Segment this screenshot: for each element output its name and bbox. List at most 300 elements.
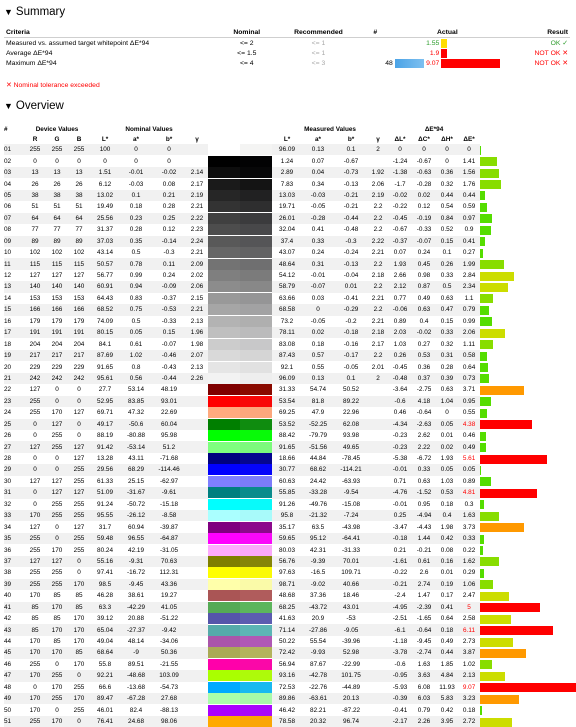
cell-b: 85 xyxy=(68,602,90,613)
delta-e-bar-cell xyxy=(480,201,576,212)
cell-dH: 3.95 xyxy=(436,716,458,727)
measured-swatch xyxy=(240,190,272,201)
cell-ma: 95.12 xyxy=(302,533,334,544)
nominal-swatch-color xyxy=(208,362,240,373)
cell-dE: 1.1 xyxy=(464,294,474,302)
cell-a: -42.29 xyxy=(120,602,152,613)
cell-g: 170 xyxy=(51,546,63,554)
cell-g: 64 xyxy=(46,213,68,224)
cell-mb: -0.24 xyxy=(343,249,359,257)
nominal-swatch xyxy=(208,579,240,590)
measured-swatch-color xyxy=(240,647,272,658)
measured-swatch xyxy=(240,556,272,567)
cell-dL: 0.26 xyxy=(388,350,412,361)
cell-g: 255 xyxy=(46,579,68,590)
cell-a: 89.51 xyxy=(128,660,145,668)
measured-swatch-color xyxy=(240,213,272,224)
cell-b: 13 xyxy=(68,167,90,178)
measured-swatch xyxy=(240,579,272,590)
nominal-swatch xyxy=(208,693,240,704)
cell-L: 49.04 xyxy=(97,638,114,646)
measured-swatch xyxy=(240,602,272,613)
cell-dH: 0.05 xyxy=(436,464,458,475)
actual-bar-fill xyxy=(441,59,500,68)
cell-g: 0 xyxy=(55,523,59,531)
cell-gam xyxy=(186,155,208,166)
cell-gam xyxy=(186,453,208,464)
cell-b: 85 xyxy=(68,647,90,658)
delta-e-bar-cell xyxy=(480,682,576,693)
delta-e-bar-cell xyxy=(480,510,576,521)
cell-bb: 48.19 xyxy=(161,386,178,394)
table-row xyxy=(4,316,576,327)
delta-e-bar-cell xyxy=(480,567,576,578)
cell-dC: -1.65 xyxy=(416,615,432,623)
cell-dC: -1.52 xyxy=(412,487,436,498)
nominal-swatch-color xyxy=(208,259,240,270)
result-value: NOT OK ✕ xyxy=(534,60,568,67)
cell-dL: 0.71 xyxy=(393,477,407,485)
cell-ma: 68.62 xyxy=(302,464,334,475)
cell-mL: 96.09 xyxy=(272,373,302,384)
recommended-value: <= 1 xyxy=(311,39,326,47)
cell-gam: 2.24 xyxy=(186,236,208,247)
delta-e-bar xyxy=(480,683,576,692)
measured-swatch-color xyxy=(240,270,272,281)
cell-mL: 55.85 xyxy=(272,487,302,498)
cell-dH: 0.32 xyxy=(440,180,454,188)
cell-g: 89 xyxy=(46,236,68,247)
cell-b: 166 xyxy=(68,304,90,315)
cell-L: 19.49 xyxy=(97,203,114,211)
cell-gam: 2.09 xyxy=(186,258,208,269)
nominal-swatch-color xyxy=(208,304,240,315)
actual-header: Actual xyxy=(436,28,458,36)
cell-a: 25.15 xyxy=(128,477,145,485)
cell-g: 191 xyxy=(46,327,68,338)
cell-dE: 9.07 xyxy=(462,683,476,691)
table-row xyxy=(4,636,576,647)
delta-e-bar-cell xyxy=(480,361,576,372)
summary-header[interactable] xyxy=(4,6,65,18)
nominal-swatch-color xyxy=(208,510,240,521)
cell-gam xyxy=(186,579,208,590)
cell-b: 179 xyxy=(73,317,85,325)
delta-e-bar xyxy=(480,237,485,246)
cell-a: 96.55 xyxy=(120,533,152,544)
cell-ma: -9.02 xyxy=(302,579,334,590)
nominal-swatch-color xyxy=(208,407,240,418)
measured-swatch-color xyxy=(240,247,272,258)
cell-dC: -9.45 xyxy=(416,638,432,646)
cell-mL: 2.89 xyxy=(272,167,302,178)
cell-dE: 4.38 xyxy=(458,419,480,430)
cell-gam xyxy=(186,384,208,395)
delta-e-bar-cell xyxy=(480,190,576,201)
cell-L: 31.7 xyxy=(98,523,112,531)
cell-L: 91.42 xyxy=(90,441,120,452)
measured-swatch-color xyxy=(240,281,272,292)
cell-a: 38.61 xyxy=(128,592,145,600)
nominal-swatch xyxy=(208,258,240,269)
measured-swatch-color xyxy=(240,533,272,544)
cell-a: 0.5 xyxy=(131,249,141,257)
measured-swatch xyxy=(240,544,272,555)
collapse-triangle-icon[interactable]: ▼ xyxy=(4,101,13,111)
cell-n: 04 xyxy=(4,180,12,188)
table-row xyxy=(4,521,576,532)
cell-dH: 11.93 xyxy=(439,683,455,691)
cell-n: 36 xyxy=(4,546,12,554)
measured-swatch xyxy=(240,521,272,532)
cell-a: 0.99 xyxy=(129,272,143,280)
cell-mg: 2.21 xyxy=(371,249,385,257)
cell-dH: 0.44 xyxy=(436,647,458,658)
cell-dC: 6.08 xyxy=(417,683,431,691)
cell-dH: 0.54 xyxy=(440,203,454,211)
table-row xyxy=(4,224,576,235)
cell-g: 242 xyxy=(46,373,68,384)
cell-mg: 2.19 xyxy=(368,190,388,201)
cell-n: 22 xyxy=(4,386,12,394)
measured-swatch xyxy=(240,441,272,452)
cell-a: 0.5 xyxy=(131,317,141,325)
cell-dH: 0.84 xyxy=(436,213,458,224)
cell-dL: 0 xyxy=(388,144,412,155)
measured-swatch-color xyxy=(240,304,272,315)
cell-mL: 97.63 xyxy=(279,569,296,577)
cell-dL: 0.07 xyxy=(393,249,407,257)
cell-a: 20.88 xyxy=(128,615,145,623)
cell-r: 170 xyxy=(29,592,41,600)
cell-g: 170 xyxy=(51,683,63,691)
cell-r: 127 xyxy=(29,272,41,280)
cell-dL: -6.1 xyxy=(388,624,412,635)
cell-dE: 2.72 xyxy=(458,716,480,727)
cell-dC: 0.63 xyxy=(412,304,436,315)
cell-L: 80.15 xyxy=(90,327,120,338)
cell-mg: 2.2 xyxy=(368,350,388,361)
cell-b: 229 xyxy=(73,363,85,371)
cell-dC: -0.33 xyxy=(416,226,432,234)
nominal-swatch xyxy=(208,464,240,475)
cell-mL: 1.24 xyxy=(280,157,294,165)
nominal-swatch xyxy=(208,624,240,635)
measured-swatch xyxy=(240,533,272,544)
cell-dE: 2.47 xyxy=(462,592,476,600)
cell-mg xyxy=(368,453,388,464)
cell-dL: 0.89 xyxy=(393,317,407,325)
cell-L: 49.17 xyxy=(90,419,120,430)
bar-col-header xyxy=(480,134,576,144)
delta-e-bar xyxy=(480,569,483,578)
index-col xyxy=(4,134,24,144)
cell-mL: 91.26 xyxy=(279,500,296,508)
cell-ma: -9.39 xyxy=(302,556,334,567)
delta-e-bar xyxy=(480,489,537,498)
cell-dE: 0.64 xyxy=(462,363,476,371)
cell-bb: 0 xyxy=(152,144,186,155)
cell-r: 255 xyxy=(24,716,46,727)
cell-n: 05 xyxy=(4,190,24,201)
cell-bb: 70.63 xyxy=(152,556,186,567)
actual-bar xyxy=(441,38,500,49)
cell-mL: 19.71 xyxy=(279,203,296,211)
cell-n: 13 xyxy=(4,281,24,292)
cell-ma: -0.05 xyxy=(310,317,326,325)
cell-dC: 0.49 xyxy=(417,294,431,302)
cell-ma: 0.55 xyxy=(311,363,325,371)
overview-header[interactable] xyxy=(4,100,64,112)
delta-e-bar xyxy=(480,340,493,349)
cell-r: 191 xyxy=(24,327,46,338)
cell-ma: -52.25 xyxy=(302,419,334,430)
nominal-swatch xyxy=(208,247,240,258)
cell-dC: -0.19 xyxy=(412,213,436,224)
measured-swatch xyxy=(240,144,272,155)
cell-gam xyxy=(186,487,208,498)
cell-dH: 0.5 xyxy=(436,281,458,292)
delta-e-bar xyxy=(480,546,483,555)
cell-dC: -2.39 xyxy=(412,602,436,613)
cell-mb: 49.65 xyxy=(334,441,368,452)
cell-dH: 0.49 xyxy=(440,638,454,646)
cell-n: 28 xyxy=(4,455,12,463)
cell-b: 255 xyxy=(68,464,90,475)
cell-n: 40 xyxy=(4,592,12,600)
nominal-value: <= 4 xyxy=(239,59,254,67)
cell-dH: 0.63 xyxy=(440,294,454,302)
cell-L: 95.55 xyxy=(90,510,120,521)
cell-bb: 0 xyxy=(167,157,171,165)
cell-mb: -63.93 xyxy=(341,477,361,485)
cell-mL: 96.09 xyxy=(272,144,302,155)
cell-dE: 1.06 xyxy=(458,579,480,590)
cell-n: 11 xyxy=(4,258,24,269)
measured-swatch xyxy=(240,510,272,521)
nominal-swatch xyxy=(208,190,240,201)
cell-dH: 0.42 xyxy=(436,533,458,544)
cell-dE: 0.46 xyxy=(462,432,476,440)
cell-bb: -8.58 xyxy=(152,510,186,521)
cell-bb: 0.11 xyxy=(152,258,186,269)
nominal-swatch xyxy=(208,602,240,613)
cell-bb: -0.44 xyxy=(152,373,186,384)
cell-gam xyxy=(186,647,208,658)
cell-b: 85 xyxy=(75,592,83,600)
nominal-swatch xyxy=(208,510,240,521)
cell-mb: 70.01 xyxy=(334,556,368,567)
delta-e-bar xyxy=(480,512,499,521)
cell-mb: 109.71 xyxy=(341,569,361,577)
cell-g: 0 xyxy=(55,386,59,394)
column-header: B xyxy=(76,135,82,143)
cell-g: 255 xyxy=(46,693,68,704)
cell-n: 49 xyxy=(4,693,24,704)
measured-swatch-color xyxy=(240,510,272,521)
cell-mL: 31.33 xyxy=(279,386,296,394)
measured-swatch-color xyxy=(240,556,272,567)
cell-dC: -0.21 xyxy=(416,546,432,554)
measured-swatch-color xyxy=(240,442,272,453)
nominal-swatch-color xyxy=(208,716,240,727)
cell-mL: 68.58 xyxy=(272,304,302,315)
cell-dH: 0.26 xyxy=(436,258,458,269)
cell-L: 1.51 xyxy=(90,167,120,178)
cell-mL: 95.8 xyxy=(272,510,302,521)
cell-b: 0 xyxy=(77,157,81,165)
delta-e-bar-cell xyxy=(480,521,576,532)
delta-e-bar-cell xyxy=(480,716,576,727)
cell-dH: 0.63 xyxy=(440,386,454,394)
measured-swatch-color xyxy=(240,567,272,578)
measured-swatch xyxy=(240,670,272,681)
delta-e-bar xyxy=(480,615,511,624)
table-row xyxy=(4,716,576,727)
nominal-swatch-color xyxy=(208,464,240,475)
measured-swatch xyxy=(240,704,272,715)
cell-dE: 0.27 xyxy=(462,249,476,257)
measured-swatch-color xyxy=(240,453,272,464)
delta-e-bar-cell xyxy=(480,407,576,418)
cell-dL: -3.78 xyxy=(388,647,412,658)
cell-dE: 0.49 xyxy=(458,441,480,452)
cell-gam xyxy=(186,704,208,715)
cell-dC: 0.61 xyxy=(412,556,436,567)
cell-b: 51 xyxy=(75,203,83,211)
delta-e-bar-cell xyxy=(480,624,576,635)
cell-dH: 0.31 xyxy=(436,350,458,361)
cell-ma: 0 xyxy=(302,304,334,315)
cell-ma: 20.9 xyxy=(311,615,325,623)
nominal-swatch-color xyxy=(208,487,240,498)
cell-n: 41 xyxy=(4,602,24,613)
cell-mL: 48.64 xyxy=(272,258,302,269)
measured-swatch xyxy=(240,567,272,578)
nominal-swatch xyxy=(208,270,240,281)
collapse-triangle-icon[interactable]: ▼ xyxy=(4,7,13,17)
cell-b: 204 xyxy=(73,340,85,348)
nominal-swatch-color xyxy=(208,224,240,235)
cell-dH: 0 xyxy=(436,144,458,155)
cell-mL: 83.08 xyxy=(279,340,296,348)
delta-e-bar-cell xyxy=(480,602,576,613)
cell-dE: 0.99 xyxy=(462,317,476,325)
delta-e-bar-cell xyxy=(480,178,576,189)
delta-e-bar xyxy=(480,272,514,281)
cell-gam xyxy=(186,407,208,418)
cell-gam: 2.07 xyxy=(186,350,208,361)
cell-L: 64.43 xyxy=(97,294,114,302)
column-header: b* xyxy=(347,135,355,143)
cell-g: 85 xyxy=(53,592,61,600)
cell-b: 255 xyxy=(73,683,85,691)
cell-mb: -78.45 xyxy=(341,455,361,463)
cell-a: -9.31 xyxy=(120,556,152,567)
cell-mb: 52.98 xyxy=(334,647,368,658)
cell-b: 255 xyxy=(68,510,90,521)
cell-ma: 0.34 xyxy=(311,180,325,188)
cell-b: 170 xyxy=(68,624,90,635)
cell-bb: -0.02 xyxy=(152,167,186,178)
cell-mb: -53 xyxy=(346,615,356,623)
cell-dH: 0.15 xyxy=(440,317,454,325)
cell-ma: 54.74 xyxy=(310,386,327,394)
cell-ma: 0.04 xyxy=(302,167,334,178)
actual-bar xyxy=(441,48,500,58)
table-row xyxy=(4,453,576,464)
cell-n: 24 xyxy=(4,409,12,417)
cell-n: 07 xyxy=(4,213,24,224)
cell-r: 0 xyxy=(24,464,46,475)
cell-a: -27.37 xyxy=(120,624,152,635)
cell-bb: -34.06 xyxy=(159,638,179,646)
measured-swatch-color xyxy=(240,259,272,270)
cell-bb: 0.21 xyxy=(152,190,186,201)
cell-bb: -0.3 xyxy=(163,249,175,257)
cell-dC: -0.63 xyxy=(412,167,436,178)
cell-b: 127 xyxy=(73,523,85,531)
nominal-swatch-color xyxy=(208,293,240,304)
cell-L: 66.6 xyxy=(98,683,112,691)
cell-ma: -0.03 xyxy=(302,190,334,201)
cell-L: 76.41 xyxy=(90,716,120,727)
column-header: ΔL* xyxy=(394,135,406,143)
cell-n: 34 xyxy=(4,523,12,531)
cell-ma: -43.72 xyxy=(302,602,334,613)
cell-n: 37 xyxy=(4,556,24,567)
cell-b: 0 xyxy=(68,556,90,567)
cell-r: 179 xyxy=(29,317,41,325)
measured-swatch-color xyxy=(240,476,272,487)
table-row xyxy=(4,190,576,201)
cell-b: 242 xyxy=(68,373,90,384)
cell-r: 140 xyxy=(24,281,46,292)
cell-bb: 103.09 xyxy=(152,670,186,681)
device-values-header: Device Values xyxy=(35,125,79,133)
measured-swatch xyxy=(240,682,272,693)
cell-gam: 2.26 xyxy=(186,373,208,384)
cell-dL: -0.06 xyxy=(388,304,412,315)
cell-g: 127 xyxy=(46,487,68,498)
cell-mb: -0.17 xyxy=(334,350,368,361)
cell-n: 19 xyxy=(4,350,24,361)
cell-dE: 0.89 xyxy=(462,477,476,485)
cell-mL: 87.43 xyxy=(272,350,302,361)
cell-g: 204 xyxy=(51,340,63,348)
nominal-swatch-color xyxy=(208,167,240,178)
cell-dL: -0.41 xyxy=(392,706,408,714)
cell-gam xyxy=(186,682,208,693)
cell-dC: 0.79 xyxy=(417,706,431,714)
table-row xyxy=(4,567,576,578)
table-row xyxy=(4,155,576,166)
nominal-swatch-color xyxy=(208,384,240,395)
cell-dC: 0.24 xyxy=(417,249,431,257)
delta-e-bar-cell xyxy=(480,544,576,555)
delta-e-bar xyxy=(480,523,524,532)
delta-e-bar xyxy=(480,294,493,303)
actual-bar-fill xyxy=(441,49,447,58)
cell-dH: 0.19 xyxy=(436,579,458,590)
cell-mb: -9.54 xyxy=(334,487,368,498)
nominal-swatch xyxy=(208,544,240,555)
actual-bar-left xyxy=(395,58,424,68)
nominal-swatch-color xyxy=(208,625,240,636)
cell-dH: 0.64 xyxy=(440,615,454,623)
measured-swatch-color xyxy=(240,522,272,533)
cell-mg xyxy=(368,716,388,727)
